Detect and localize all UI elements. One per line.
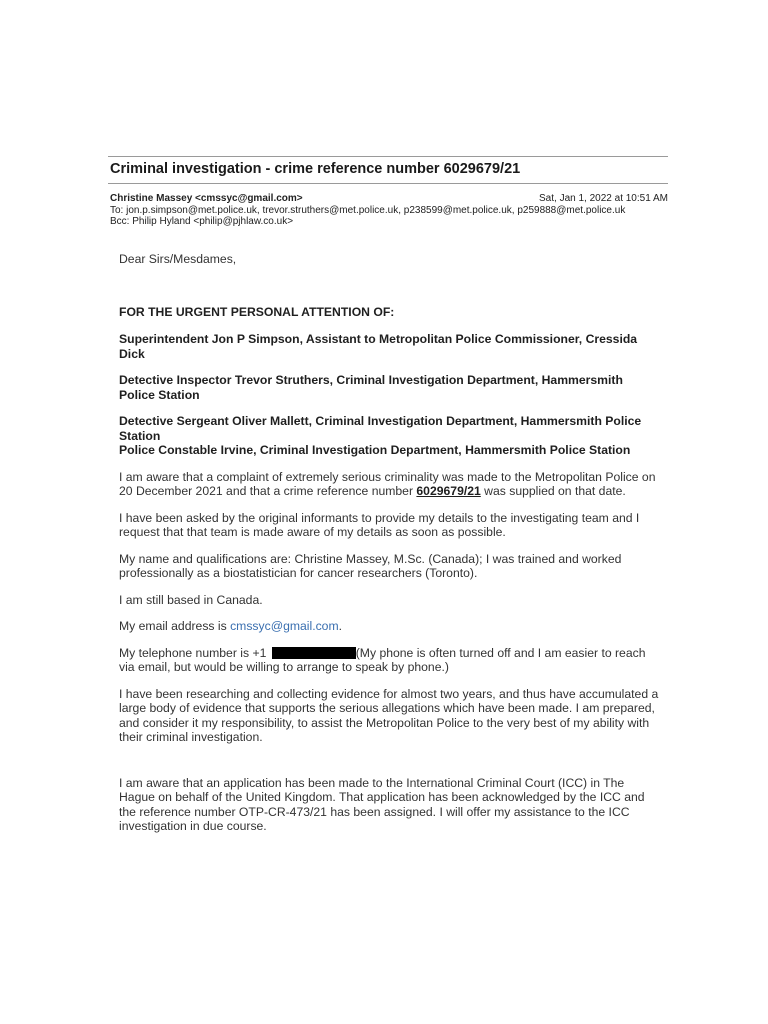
complaint-text: I am aware that a complaint of extremely serious criminality was made to the Metropolitan Police on 20 December 2021 and that a crime reference number — [119, 469, 656, 498]
to-recipients: jon.p.simpson@met.police.uk, trevor.struthers@met.police.uk, p238599@met.police.uk, p259888@met.police.uk — [126, 205, 626, 216]
crime-reference-number: 6029679/21 — [416, 484, 481, 498]
attention-heading: FOR THE URGENT PERSONAL ATTENTION OF: — [119, 304, 395, 319]
paragraph-icc: I am aware that an application has been made to the International Criminal Court (ICC) in The Hague on behalf of the United Kingdom. That application has been acknowledged by the ICC and the reference number OTP-CR-473/21 has been assigned. I will offer my assistance to the ICC investigation in due course. — [119, 775, 645, 833]
top-divider — [108, 156, 668, 157]
greeting: Dear Sirs/Mesdames, — [119, 252, 237, 266]
email-text-end: . — [338, 619, 342, 633]
to-label: To: — [110, 205, 124, 216]
email-subject: Criminal investigation - crime reference number 6029679/21 — [110, 161, 521, 177]
phone-text: My telephone number is +1 — [119, 645, 270, 660]
phone-note: (My phone is often turned off and I am easier to reach via email, but would be willing to arrange to speak by phone.) — [119, 645, 646, 674]
paragraph-phone — [119, 646, 659, 675]
email-bcc — [110, 216, 293, 227]
recipient-irvine: Police Constable Irvine, Criminal Investigation Department, Hammersmith Police Station — [119, 443, 631, 457]
paragraph-qualifications: My name and qualifications are: Christine Massey, M.Sc. (Canada); I was trained and worked professionally as a biostatistician for cancer researchers (Toronto). — [119, 551, 622, 580]
complaint-text-end: was supplied on that date. — [480, 484, 626, 498]
redacted-phone-number — [272, 647, 356, 659]
recipient-struthers: Detective Inspector Trevor Struthers, Criminal Investigation Department, Hammersmith Police Station — [119, 373, 623, 402]
email-text: My email address is — [119, 619, 231, 633]
paragraph-location: I am still based in Canada. — [119, 592, 263, 607]
recipient-simpson: Superintendent Jon P Simpson, Assistant to Metropolitan Police Commissioner, Cressida Dick — [119, 332, 638, 361]
email-link[interactable]: cmssyc@gmail.com — [230, 619, 339, 633]
email-from — [110, 193, 303, 204]
email-date: Sat, Jan 1, 2022 at 10:51 AM — [539, 193, 668, 204]
email-body — [119, 252, 659, 834]
bcc-label: Bcc: — [110, 216, 130, 227]
email-to — [110, 205, 625, 216]
paragraph-research: I have been researching and collecting evidence for almost two years, and thus have accumulated a large body of evidence that supports the serious allegations which have been made. I am prepared, and consider it my responsibility, to assist the Metropolitan Police to the very best of my ability with their criminal investigation. — [119, 686, 659, 744]
paragraph-email — [119, 619, 659, 634]
bcc-recipients: Philip Hyland <philip@pjhlaw.co.uk> — [132, 216, 294, 227]
sender: Christine Massey <cmssyc@gmail.com> — [110, 193, 303, 204]
recipient-mallett: Detective Sergeant Oliver Mallett, Criminal Investigation Department, Hammersmith Police Station — [119, 414, 642, 443]
subject-divider — [108, 183, 668, 184]
paragraph-request: I have been asked by the original informants to provide my details to the investigating team and I request that that team is made aware of my details as soon as possible. — [119, 510, 640, 539]
paragraph-complaint — [119, 470, 659, 499]
